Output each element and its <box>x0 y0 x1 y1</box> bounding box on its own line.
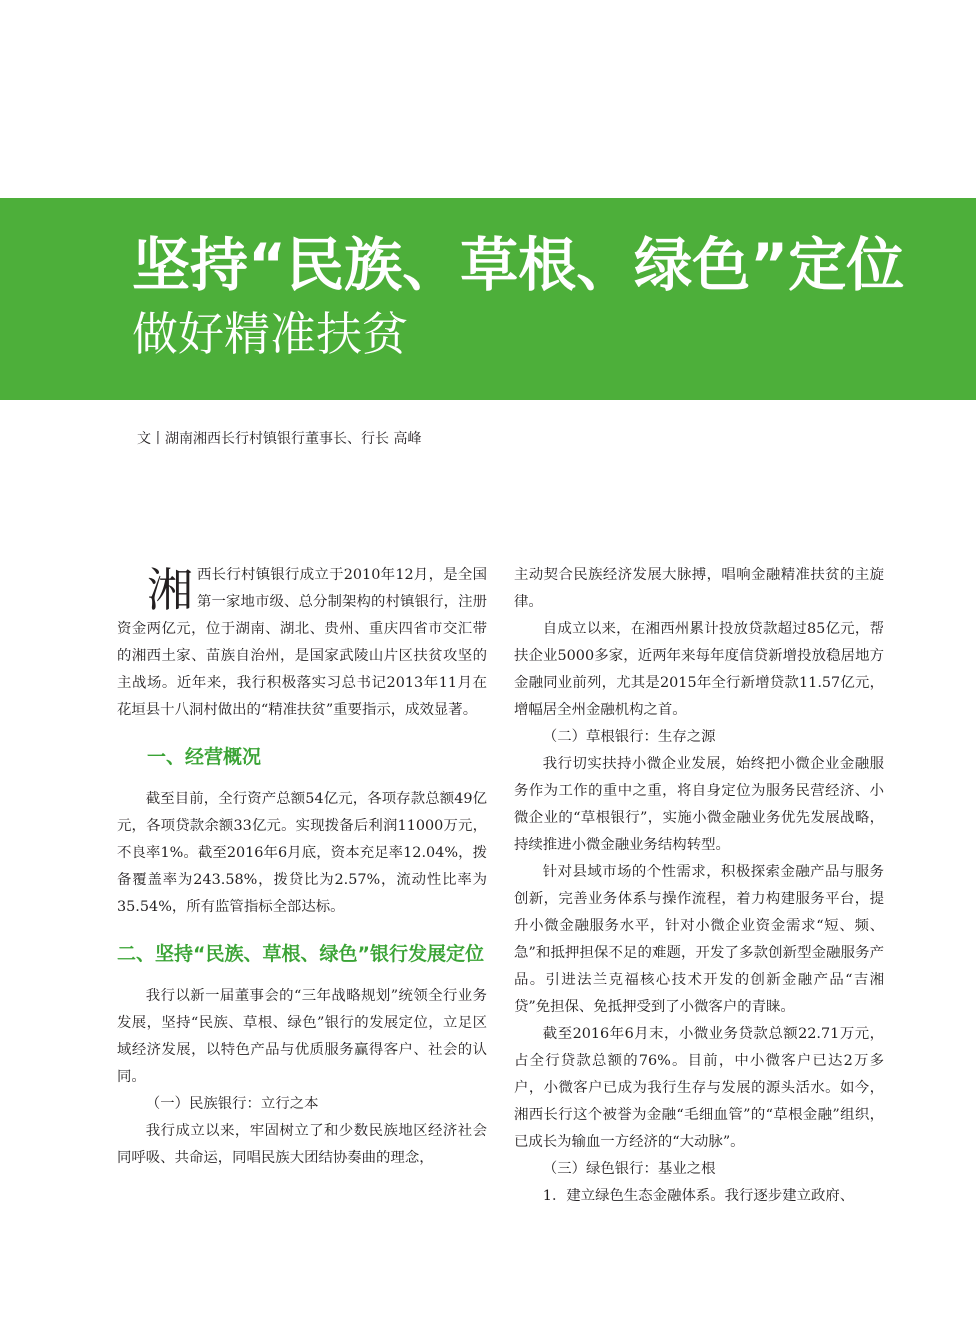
paragraph: 针对县域市场的个性需求，积极探索金融产品与服务创新，完善业务体系与操作流程，着力构建服务平台，提升小微金融服务水平，针对小微企业资金需求“短、频、急”和抵押担保不足的难题，开发了多款创新型金融服务产品。引进法兰克福核心技术开发的创新金融产品“吉湘贷”免担保、免抵押受到了小微客户的青睐。 <box>514 864 884 1015</box>
intro-text: 西长行村镇银行成立于2010年12月，是全国第一家地市级、总分制架构的村镇银行，注册资金两亿元，位于湖南、湖北、贵州、重庆四省市交汇带的湘西土家、苗族自治州，是国家武陵山片区扶贫攻坚的主战场。近年来，我行积极落实习总书记2013年11月在花垣县十八洞村做出的“精准扶贫”重要指示，成效显著。 <box>117 567 487 718</box>
right-column <box>514 562 884 1210</box>
left-column <box>117 562 487 1172</box>
subsection-heading: （二）草根银行：生存之源 <box>542 729 716 745</box>
subsection-heading: （三）绿色银行：基业之根 <box>542 1161 716 1177</box>
intro-paragraph <box>117 562 487 724</box>
paragraph: 我行切实扶持小微企业发展，始终把小微企业金融服务作为工作的重中之重，将自身定位为服务民营经济、小微企业的“草根银行”，实施小微金融业务优先发展战略，持续推进小微金融业务结构转型。 <box>514 756 884 853</box>
drop-cap: 湘 <box>147 563 193 617</box>
paragraph: 1．建立绿色生态金融体系。我行逐步建立政府、 <box>542 1188 855 1204</box>
paragraph: 主动契合民族经济发展大脉搏，唱响金融精准扶贫的主旋律。 <box>514 567 884 610</box>
paragraph: 自成立以来，在湘西州累计投放贷款超过85亿元，帮扶企业5000多家，近两年来每年度信贷新增投放稳居地方金融同业前列，尤其是2015年全行新增贷款11.57亿元，增幅居全州金融机构之首。 <box>514 621 884 718</box>
paragraph: 截至2016年6月末，小微业务贷款总额22.71万元，占全行贷款总额的76%。目前，中小微客户已达2万多户，小微客户已成为我行生存与发展的源头活水。如今，湘西长行这个被誉为金融“毛细血管”的“草根金融”组织，已成长为输血一方经济的“大动脉”。 <box>514 1026 884 1150</box>
title-banner <box>0 198 976 400</box>
section-heading-2: 二、坚持“民族、草根、绿色”银行发展定位 <box>117 943 484 965</box>
paragraph: 我行成立以来，牢固树立了和少数民族地区经济社会同呼吸、共命运，同唱民族大团结协奏曲的理念， <box>117 1123 487 1166</box>
article-subtitle: 做好精准扶贫 <box>132 307 408 361</box>
author-byline: 文丨湖南湘西长行村镇银行董事长、行长 高峰 <box>137 431 422 447</box>
paragraph: 我行以新一届董事会的“三年战略规划”统领全行业务发展，坚持“民族、草根、绿色”银行的发展定位，立足区域经济发展，以特色产品与优质服务赢得客户、社会的认同。 <box>117 988 487 1085</box>
subsection-heading: （一）民族银行：立行之本 <box>145 1096 319 1112</box>
section-heading-1: 一、经营概况 <box>147 746 262 768</box>
article-title: 坚持“民族、草根、绿色”定位 <box>132 231 905 299</box>
paragraph: 截至目前，全行资产总额54亿元，各项存款总额49亿元，各项贷款余额33亿元。实现拨备后利润11000万元，不良率1%。截至2016年6月底，资本充足率12.04%，拨备覆盖率为243.58%，拨贷比为2.57%，流动性比率为35.54%，所有监管指标全部达标。 <box>117 791 487 915</box>
